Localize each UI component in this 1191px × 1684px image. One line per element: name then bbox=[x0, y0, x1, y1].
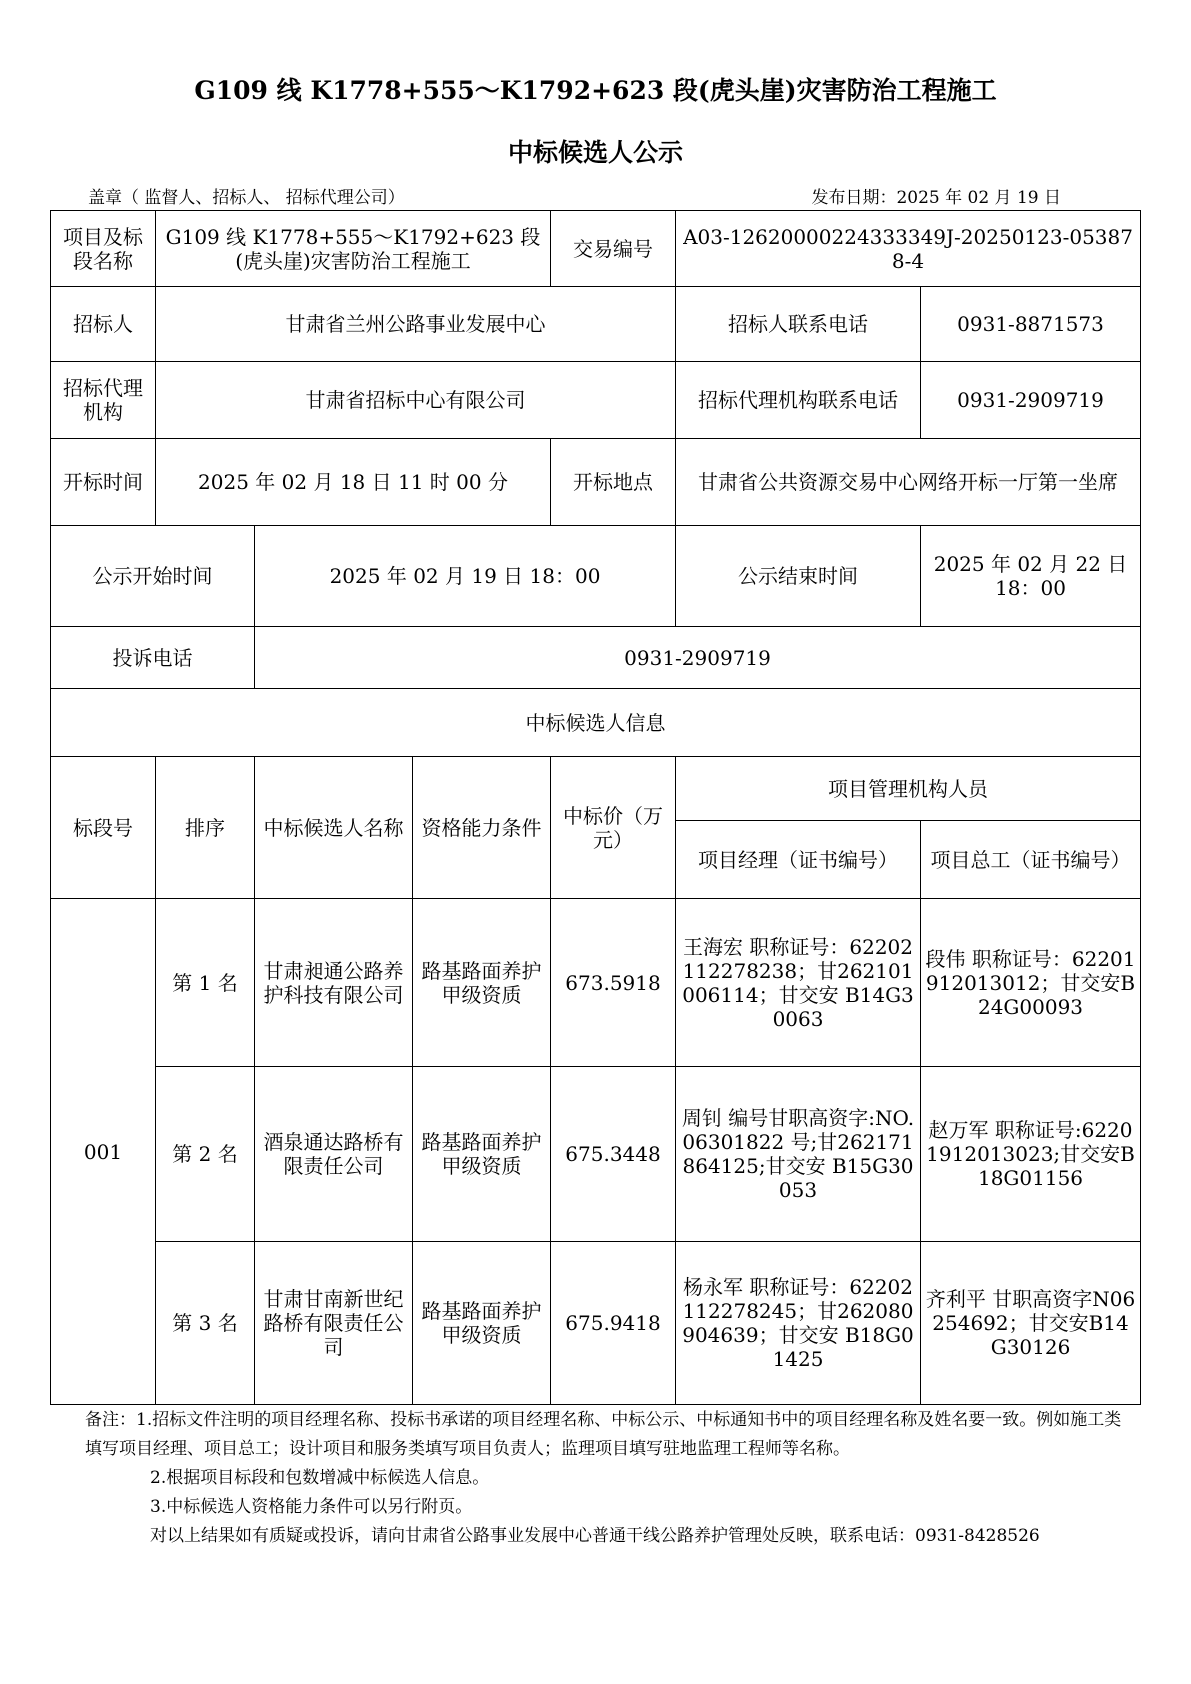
tenderer-label: 招标人 bbox=[51, 287, 156, 362]
table-row bbox=[51, 899, 1141, 1067]
note-1: 备注：1.招标文件注明的项目经理名称、投标书承诺的项目经理名称、中标公示、中标通知书中的项目经理名称及姓名要一致。例如施工类填写项目经理、项目总工；设计项目和服务类填写项目负责人；监理项目填写驻地监理工程师等名称。 bbox=[85, 1410, 1122, 1459]
chief-cell: 段伟 职称证号：62201912013012；甘交安B24G00093 bbox=[921, 899, 1141, 1067]
manager-cell: 杨永军 职称证号：62202112278245；甘262080904639；甘交安 B18G01425 bbox=[676, 1242, 921, 1405]
agency-value: 甘肃省招标中心有限公司 bbox=[156, 362, 676, 439]
agency-label: 招标代理机构 bbox=[51, 362, 156, 439]
tenderer-value: 甘肃省兰州公路事业发展中心 bbox=[156, 287, 676, 362]
chief-cell: 齐利平 甘职高资字N06254692；甘交安B14G30126 bbox=[921, 1242, 1141, 1405]
publish-date: 发布日期：2025 年 02 月 19 日 bbox=[811, 188, 1061, 208]
open-place-label: 开标地点 bbox=[551, 439, 676, 526]
rank-cell: 第 3 名 bbox=[156, 1242, 255, 1405]
candidates-section-title: 中标候选人信息 bbox=[51, 689, 1141, 757]
row-open bbox=[51, 439, 1141, 526]
manager-cell: 王海宏 职称证号：62202112278238；甘262101006114；甘交安 B14G30063 bbox=[676, 899, 921, 1067]
row-tenderer bbox=[51, 287, 1141, 362]
section-no-cell: 001 bbox=[51, 899, 156, 1405]
note-4: 对以上结果如有质疑或投诉，请向甘肃省公路事业发展中心普通干线公路养护管理处反映，联系电话：0931-8428526 bbox=[150, 1526, 1040, 1546]
header-price: 中标价（万元） bbox=[551, 757, 676, 899]
header-name: 中标候选人名称 bbox=[255, 757, 413, 899]
candidate-name-cell: 酒泉通达路桥有限责任公司 bbox=[255, 1067, 413, 1242]
project-label: 项目及标段名称 bbox=[51, 211, 156, 287]
header-qualification: 资格能力条件 bbox=[413, 757, 551, 899]
trade-no-label: 交易编号 bbox=[551, 211, 676, 287]
pub-end-label: 公示结束时间 bbox=[676, 526, 921, 627]
complaint-label: 投诉电话 bbox=[51, 627, 255, 689]
pub-start-value: 2025 年 02 月 19 日 18：00 bbox=[255, 526, 676, 627]
open-time-value: 2025 年 02 月 18 日 11 时 00 分 bbox=[156, 439, 551, 526]
qualification-cell: 路基路面养护甲级资质 bbox=[413, 899, 551, 1067]
header-chief: 项目总工（证书编号） bbox=[921, 821, 1141, 899]
candidate-name-cell: 甘肃甘南新世纪路桥有限责任公司 bbox=[255, 1242, 413, 1405]
manager-cell: 周钊 编号甘职高资字:NO.06301822 号;甘262171864125;甘交安 B15G30053 bbox=[676, 1067, 921, 1242]
row-section-title bbox=[51, 689, 1141, 757]
agency-phone-value: 0931-2909719 bbox=[921, 362, 1141, 439]
stamp-line: 盖章（ 监督人、招标人、 招标代理公司） bbox=[88, 188, 405, 208]
complaint-value: 0931-2909719 bbox=[255, 627, 1141, 689]
price-cell: 675.3448 bbox=[551, 1067, 676, 1242]
announcement-table bbox=[50, 210, 1141, 1405]
row-complaint bbox=[51, 627, 1141, 689]
open-time-label: 开标时间 bbox=[51, 439, 156, 526]
candidate-name-cell: 甘肃昶通公路养护科技有限公司 bbox=[255, 899, 413, 1067]
header-row-1 bbox=[51, 757, 1141, 821]
agency-phone-label: 招标代理机构联系电话 bbox=[676, 362, 921, 439]
header-mgmt: 项目管理机构人员 bbox=[676, 757, 1141, 821]
qualification-cell: 路基路面养护甲级资质 bbox=[413, 1242, 551, 1405]
rank-cell: 第 2 名 bbox=[156, 1067, 255, 1242]
row-publicity bbox=[51, 526, 1141, 627]
pub-start-label: 公示开始时间 bbox=[51, 526, 255, 627]
notes bbox=[85, 1406, 1125, 1551]
rank-cell: 第 1 名 bbox=[156, 899, 255, 1067]
row-project bbox=[51, 211, 1141, 287]
tenderer-phone-label: 招标人联系电话 bbox=[676, 287, 921, 362]
header-rank: 排序 bbox=[156, 757, 255, 899]
note-3: 3.中标候选人资格能力条件可以另行附页。 bbox=[150, 1497, 473, 1517]
table-row bbox=[51, 1242, 1141, 1405]
document-subtitle: 中标候选人公示 bbox=[507, 138, 683, 167]
tenderer-phone-value: 0931-8871573 bbox=[921, 287, 1141, 362]
chief-cell: 赵万军 职称证号:62201912013023;甘交安B18G01156 bbox=[921, 1067, 1141, 1242]
qualification-cell: 路基路面养护甲级资质 bbox=[413, 1067, 551, 1242]
table-row bbox=[51, 1067, 1141, 1242]
header-section-no: 标段号 bbox=[51, 757, 156, 899]
trade-no-value: A03-12620000224333349J-20250123-053878-4 bbox=[676, 211, 1141, 287]
document-title: G109 线 K1778+555～K1792+623 段(虎头崖)灾害防治工程施工 bbox=[194, 76, 997, 105]
price-cell: 673.5918 bbox=[551, 899, 676, 1067]
pub-end-value: 2025 年 02 月 22 日 18：00 bbox=[921, 526, 1141, 627]
open-place-value: 甘肃省公共资源交易中心网络开标一厅第一坐席 bbox=[676, 439, 1141, 526]
project-value: G109 线 K1778+555～K1792+623 段(虎头崖)灾害防治工程施工 bbox=[156, 211, 551, 287]
header-manager: 项目经理（证书编号） bbox=[676, 821, 921, 899]
row-agency bbox=[51, 362, 1141, 439]
note-2: 2.根据项目标段和包数增减中标候选人信息。 bbox=[150, 1468, 490, 1488]
price-cell: 675.9418 bbox=[551, 1242, 676, 1405]
